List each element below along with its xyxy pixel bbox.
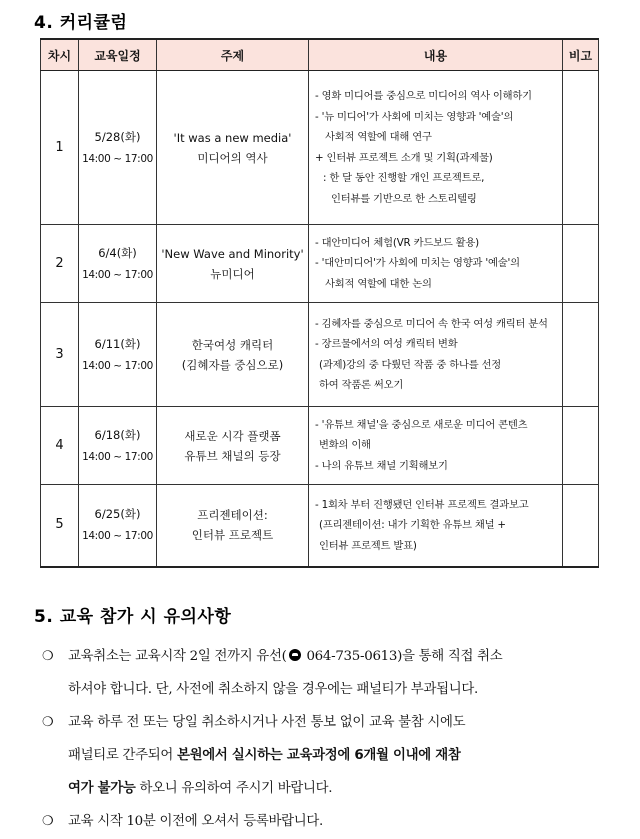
- note-cell: [563, 485, 599, 567]
- topic-cell: [157, 485, 309, 567]
- content-line: - 김혜자를 중심으로 미디어 속 한국 여성 캐릭터 분석: [315, 317, 548, 330]
- content-line: - 1회차 부터 진행됐던 인터뷰 프로젝트 결과보고: [315, 498, 529, 511]
- schedule-date: 5/28(화): [94, 129, 141, 144]
- schedule-time: 14:00 ~ 17:00: [82, 450, 153, 463]
- content-line: + 인터뷰 프로젝트 소개 및 기획(과제물): [315, 151, 493, 164]
- schedule-time: 14:00 ~ 17:00: [82, 530, 153, 543]
- content-line: 인터뷰 프로젝트 발표): [319, 539, 417, 552]
- circle-bullet-icon: ❍: [42, 715, 54, 730]
- content-line: - '유튜브 채널'을 중심으로 새로운 미디어 콘텐츠: [315, 418, 528, 431]
- schedule-cell: [79, 485, 157, 567]
- curriculum-table: [40, 38, 599, 568]
- schedule-time: 14:00 ~ 17:00: [82, 359, 153, 372]
- topic-line: 한국여성 캐릭터: [191, 337, 274, 352]
- content-line: (과제)강의 중 다뤘던 작품 중 하나를 선정: [319, 358, 502, 371]
- schedule-time: 14:00 ~ 17:00: [82, 268, 153, 281]
- table-header-row: [41, 39, 599, 71]
- content-cell: [309, 71, 563, 225]
- table-row: [41, 485, 599, 567]
- schedule-cell: [79, 303, 157, 407]
- session-number: 1: [41, 71, 79, 225]
- phone-icon: [289, 649, 301, 661]
- header-content: 내용: [309, 39, 563, 71]
- topic-cell: [157, 303, 309, 407]
- content-cell: [309, 303, 563, 407]
- schedule-cell: [79, 71, 157, 225]
- content-line: (프리젠테이션: 내가 기획한 유튜브 채널 +: [319, 519, 506, 531]
- list-item: [40, 706, 610, 805]
- content-line: - '뉴 미디어'가 사회에 미치는 영향과 '예술'의: [315, 110, 514, 123]
- content-line: 사회적 역할에 대해 연구: [325, 131, 432, 143]
- topic-line: 'It was a new media': [173, 130, 292, 145]
- topic-line: 새로운 시각 플랫폼: [184, 428, 281, 443]
- table-row: [41, 407, 599, 485]
- content-line: 사회적 역할에 대한 논의: [325, 277, 432, 290]
- note-text: 패널티로 간주되어: [68, 748, 177, 763]
- list-item: [40, 640, 610, 706]
- content-cell: [309, 225, 563, 303]
- content-line: 인터뷰를 기반으로 한 스토리텔링: [331, 192, 477, 205]
- session-number: 4: [41, 407, 79, 485]
- topic-line: 'New Wave and Minority': [161, 246, 304, 261]
- note-text: 하오니 유의하여 주시기 바랍니다.: [135, 781, 333, 796]
- content-cell: [309, 485, 563, 567]
- schedule-cell: [79, 407, 157, 485]
- curriculum-section-title: 4. 커리큘럼: [34, 13, 128, 33]
- schedule-date: 6/4(화): [98, 245, 137, 260]
- note-emphasis: 본원에서 실시하는 교육과정에 6개월 이내에 재참: [177, 748, 461, 763]
- phone-number: 064-735-0613)을 통해 직접 취소: [302, 649, 503, 664]
- note-line: 교육 하루 전 또는 당일 취소하시거나 사전 통보 없이 교육 불참 시에도: [68, 715, 466, 730]
- topic-line: 프리젠테이션:: [197, 508, 268, 523]
- schedule-cell: [79, 225, 157, 303]
- table-row: [41, 303, 599, 407]
- content-line: 변화의 이해: [319, 439, 371, 452]
- schedule-date: 6/11(화): [94, 336, 141, 351]
- notes-section-title: 5. 교육 참가 시 유의사항: [34, 607, 232, 627]
- note-line: [68, 640, 610, 673]
- topic-cell: [157, 71, 309, 225]
- circle-bullet-icon: ❍: [42, 649, 54, 664]
- note-cell: [563, 407, 599, 485]
- topic-line: 인터뷰 프로젝트: [191, 528, 274, 543]
- header-schedule: 교육일정: [79, 39, 157, 71]
- table-row: [41, 71, 599, 225]
- content-line: 하여 작품론 써오기: [319, 379, 404, 391]
- header-session: 차시: [41, 39, 79, 71]
- content-line: - 나의 유튜브 채널 기획해보기: [315, 459, 448, 472]
- note-emphasis: 여가 불가능: [68, 781, 136, 796]
- topic-line: 유튜브 채널의 등장: [184, 448, 281, 463]
- session-number: 3: [41, 303, 79, 407]
- note-cell: [563, 303, 599, 407]
- schedule-date: 6/18(화): [94, 427, 141, 442]
- topic-cell: [157, 225, 309, 303]
- schedule-date: 6/25(화): [94, 507, 141, 522]
- note-line: [68, 739, 610, 772]
- note-cell: [563, 225, 599, 303]
- list-item: [40, 805, 610, 838]
- content-cell: [309, 407, 563, 485]
- session-number: 2: [41, 225, 79, 303]
- topic-line: (김혜자를 중심으로): [181, 357, 284, 372]
- header-note: 비고: [563, 39, 599, 71]
- notes-list: [40, 640, 610, 838]
- topic-cell: [157, 407, 309, 485]
- note-cell: [563, 71, 599, 225]
- circle-bullet-icon: ❍: [42, 814, 54, 829]
- topic-line: 뉴미디어: [210, 266, 255, 281]
- content-line: - 영화 미디어를 중심으로 미디어의 역사 이해하기: [315, 90, 532, 102]
- note-line: 교육 시작 10분 이전에 오셔서 등록바랍니다.: [68, 814, 323, 829]
- session-number: 5: [41, 485, 79, 567]
- note-text: 교육취소는 교육시작 2일 전까지 유선(: [68, 649, 287, 664]
- header-topic: 주제: [157, 39, 309, 71]
- topic-line: 미디어의 역사: [197, 150, 268, 165]
- content-line: - 장르물에서의 여성 캐릭터 변화: [315, 338, 458, 350]
- content-line: - '대안미디어'가 사회에 미치는 영향과 '예술'의: [315, 257, 520, 270]
- note-line: 하셔야 합니다. 단, 사전에 취소하지 않을 경우에는 패널티가 부과됩니다.: [68, 682, 478, 697]
- note-line: [68, 772, 610, 805]
- schedule-time: 14:00 ~ 17:00: [82, 152, 153, 165]
- table-row: [41, 225, 599, 303]
- content-line: : 한 달 동안 진행할 개인 프로젝트로,: [323, 172, 485, 184]
- content-line: - 대안미디어 체험(VR 카드보드 활용): [315, 236, 479, 249]
